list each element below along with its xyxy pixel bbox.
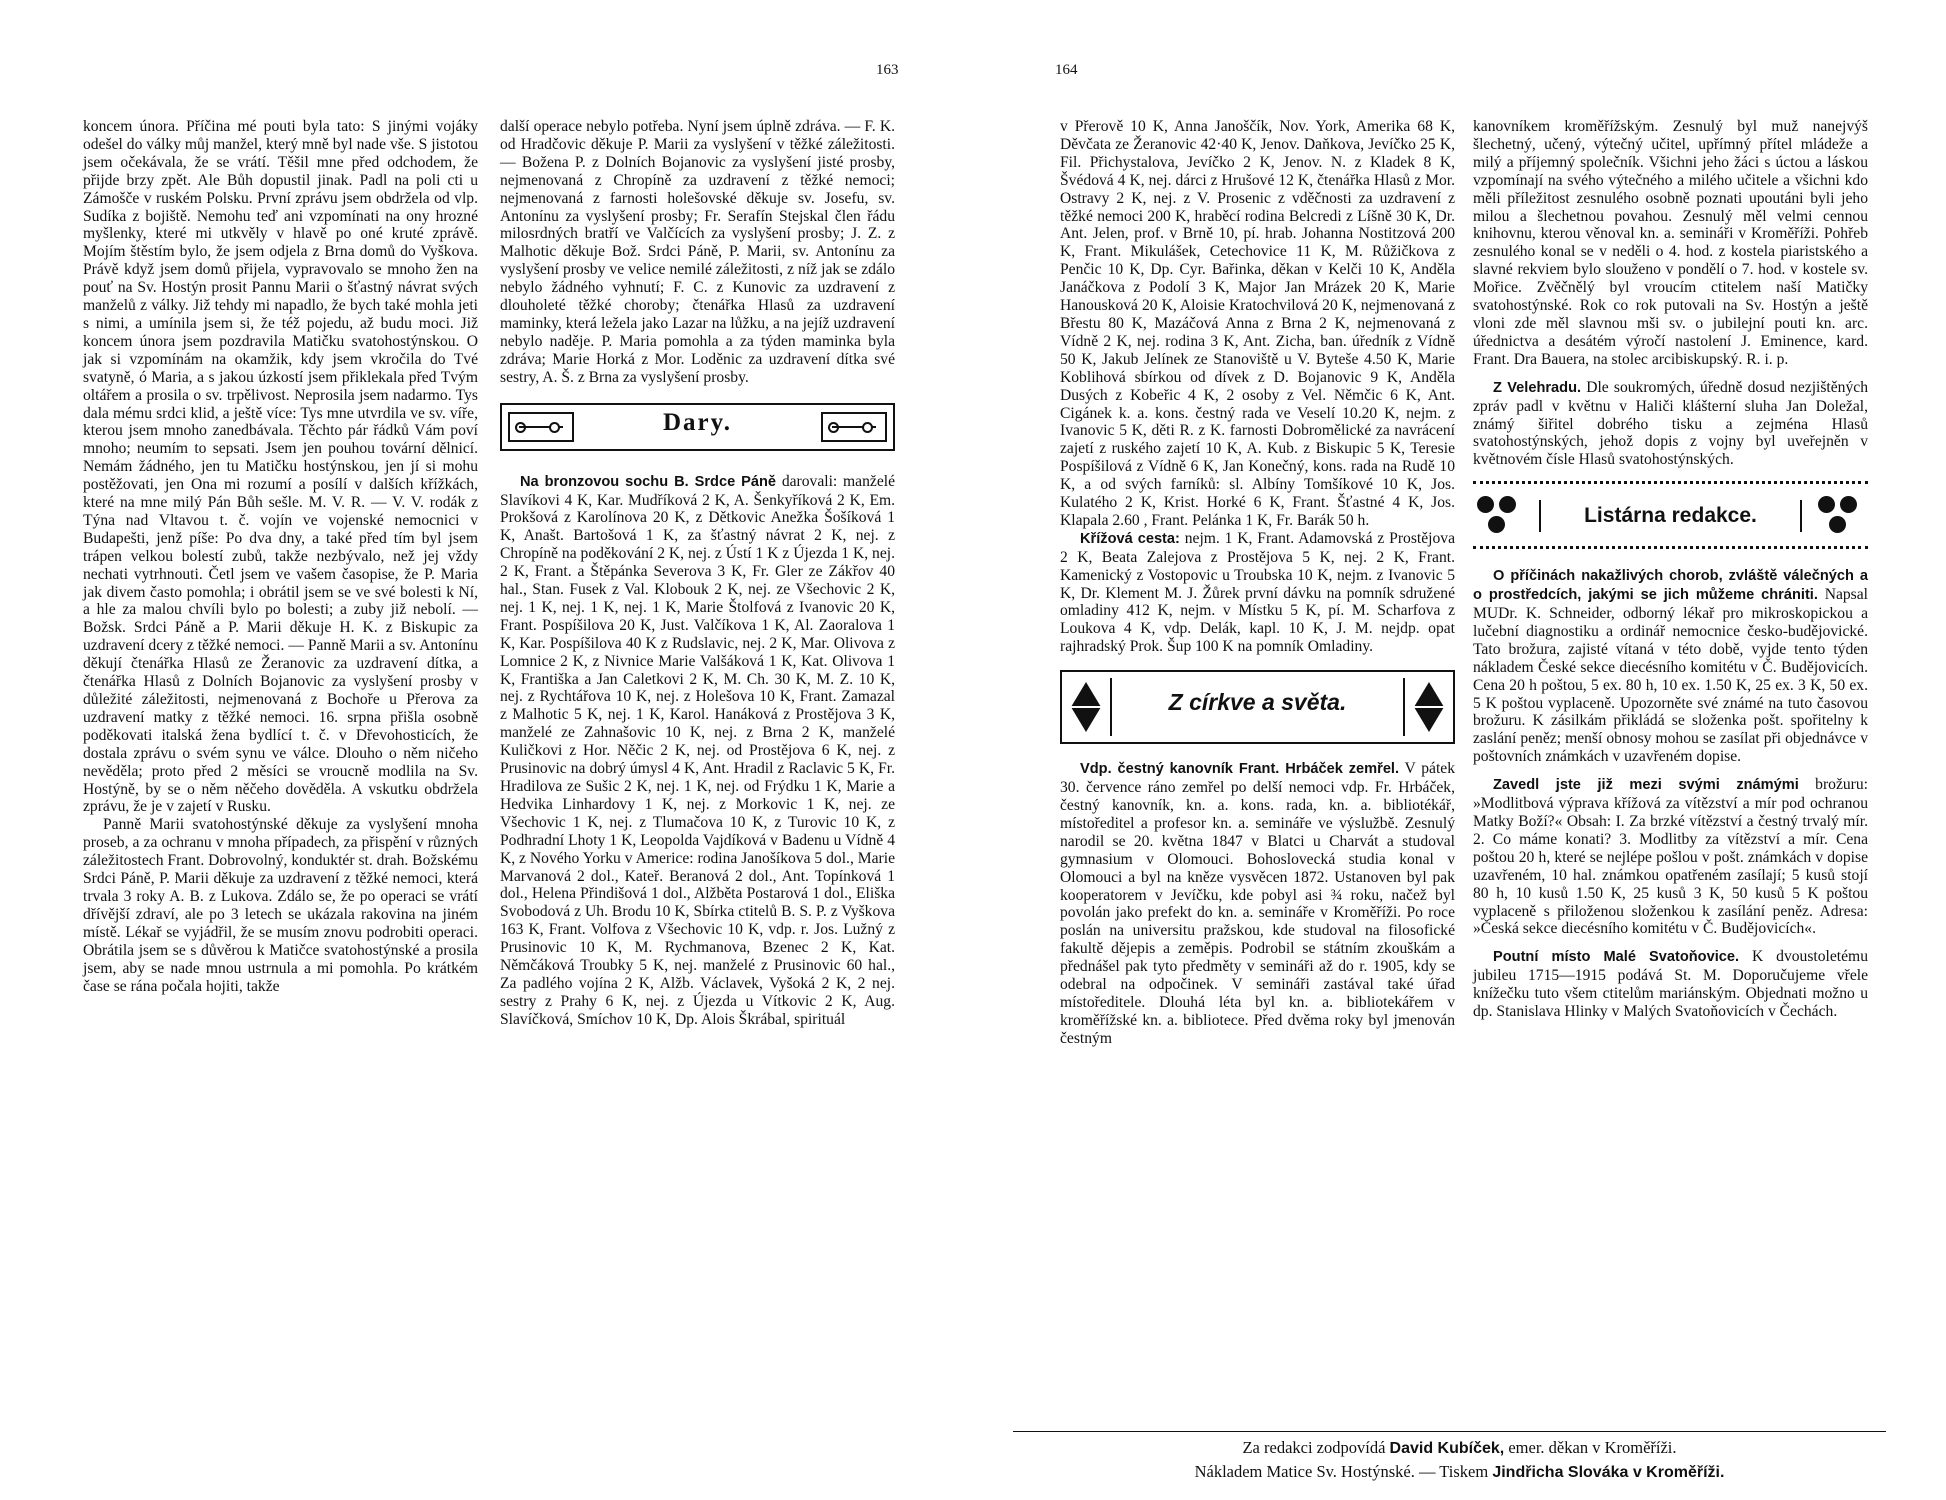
dots-ornament-icon (1818, 492, 1864, 538)
footer-line-1 (973, 1438, 1946, 1458)
footer-line-2 (973, 1462, 1946, 1482)
paragraph-text: Dle soukromých, úředně dosud nezjištěných zpráv padl v květnu v Haliči klášterní sluha Jan Doležal, známý šiřitel dobrého tisku a zejména Hlasů svatohostýnských, jehož dopis z vojny byl uveřejněn v květnovém čísle Hlasů svatohostýnských. (1473, 378, 1868, 469)
paragraph (1473, 948, 1868, 1021)
section-header-gifts (500, 403, 895, 451)
right-column-1 (1060, 118, 1455, 1048)
footer-text: Nákladem Matice Sv. Hostýnské. — Tiskem (1194, 1462, 1493, 1481)
paragraph-lead: Vdp. čestný kanovník Frant. Hrbáček zemřel. (1080, 761, 1400, 778)
footer-text: Za redakci zodpovídá (1242, 1438, 1390, 1457)
page-number-right: 164 (1055, 62, 1078, 78)
paragraph-text: Napsal MUDr. K. Schneider, odborný lékař pro mikroskopickou a lučební diagnostiku a ordinář nemocnice česko-budějovické. Tato brožura, zajisté vítaná v této době, vyjde tento týden nákladem České sekce diecésního komitétu v Č. Budějovicích. Cena 20 h poštou, 5 ex. 80 h, 10 ex. 1.50 K, 25 ex. 3 K, 50 ex. 5 K poštou vyplaceně. Upozorněte své známé na tuto časovou brožuru. K zásilkám přikládá se složenka pošt. spořitelny k zaslání peněz; menší obnosy mohou se zasílat při objednávce v poštovních známkách v uzavřeném dopise. (1473, 586, 1868, 766)
paragraph: kanovníkem kroměřížským. Zesnulý byl muž nanejvýš šlechetný, učený, výtečný učitel, upřímný přítel mládeže a milý a příjemný společník. Všichni jeho žáci s úctou a láskou vzpomínají na svého výtečného a milého učitele a všichni kdo měli příležitost zesnulého osobně poznati upoutáni byli jeho milou a šlechetnou povahou. Zesnulý měl velmi cennou knihovnu, kterou věnoval kn. a. semináři v Kroměříži. Pohřeb zesnulého konal se v neděli o 4. hod. z kostela piaristského a slavné rekviem bylo slouženo v pondělí o 7. hod. v kostele sv. Mořice. Zvěčnělý byl vroucím ctitelem naší Matičky svatohostýnské. Rok co rok putovali na Sv. Hostýn a ještě vloni zde měl slavnou mši sv. o jubilejní pouti kn. arc. úřednictva a desátém výročí nastolení J. Eminence, kard. Frant. Dra Bauera, na stolec arcibiskupský. R. i. p. (1473, 118, 1868, 368)
diamond-icon (1062, 678, 1112, 736)
paragraph-lead: Z Velehradu. (1493, 379, 1582, 396)
right-column-2 (1473, 118, 1868, 1021)
footer-divider (1013, 1431, 1886, 1432)
section-header-church (1060, 670, 1455, 744)
left-column-2 (500, 118, 895, 1029)
paragraph-text: V pátek 30. července ráno zemřel po delší nemoci vdp. Fr. Hrbáček, čestný kanovník, kn. a. kons. rada, kn. a. bibliotékář, místoředitel a profesor kn. a. semináře ve výslužbě. Zesnulý narodil se 20. května 1847 v Blatci u Charvát a studoval gymnasium v Olomouci. Bohoslovecká studia konal v Olomouci a byl na kněze vysvěcen 1872. Ustanoven byl pak kooperatorem v Jevíčku, kde pobyl asi ¾ roku, načež byl povolán jako prefekt do kn. a. semináře v Kroměříži. Po roce poslán na universitu pražskou, kde studoval na filosofické fakultě dějepis a zeměpis. Podrobil se státním zkouškám a přednášel pak tyto předměty v semináři až do r. 1905, kdy se odebral na odpočinek. V semináři zastával také úřad místoředitele. Dlouhá léta byl kn. a. bibliotekářem v kroměřížské kn. a. bibliotece. Před dvěma roky byl jmenován čestným (1060, 760, 1455, 1047)
paragraph-lead: O příčinách nakažlivých chorob, zvláště válečných a o prostředcích, jakými se jich můžeme chrániti. (1473, 568, 1868, 604)
paragraph-lead: Na bronzovou sochu B. Srdce Páně (520, 473, 777, 490)
editor-name: David Kubíček, (1389, 1440, 1505, 1457)
dots-ornament-icon (1477, 492, 1523, 538)
paragraph-text: K dvoustoletému jubileu 1715—1915 podává St. M. Doporučujeme vřele knížečku tuto všem ctitelům mariánským. Objednati možno u dp. Stanislava Hlinky v Malých Svatoňovicích v Čechách. (1473, 948, 1868, 1021)
paragraph-text: brožuru: »Modlitbová výprava křížová za vítězství a mír pod ochranou Matky Boží?« Obsah: I. Za brzké vítězství a čestný trvalý mír. 2. Co máme konati? 3. Modlitby za vítězství a mír. Cena poštou 20 h, které se nejlépe pošlou v pošt. známkách v dopise uzavřeném, 10 hal. známkou opatřeném zasílají; 5 kusů stojí 80 h, 10 kusů 1.50 K, 25 kusů 3 K, 50 kusů 5 K poštou vyplaceně s přiloženou složenkou k zasílání peněz. Adresa: »Česká sekce diecésního komitétu v Č. Budějovicích«. (1473, 776, 1868, 938)
paragraph: další operace nebylo potřeba. Nyní jsem úplně zdráva. — F. K. od Hradčovic děkuje P. Marii za vyslyšení v těžké záležitosti. — Božena P. z Dolních Bojanovic za vyslyšení jisté prosby, nejmenovaná z Chropíně za uzdravení z těžké nemoci; nejmenovaná z farnosti holešovské děkuje sv. Josefu, sv. Antonínu za vyslyšení prosby; Fr. Serafín Stejskal člen řádu milosrdných bratří ve Valčících za vyslyšení prosby; J. Z. z Malhotic děkuje Bož. Srdci Páně, P. Marii, sv. Antonínu za vyslyšení prosby ve velice nemilé záležitosti, z níž jak se zdálo nebylo žádného vyhnutí; F. C. z Kunovic za uzdravení z dlouholeté těžké choroby; čtenářka Hlasů za uzdravení maminky, která ležela jako Lazar na lůžku, a na jejíž uzdravení nebylo naděje. P. Maria pomohla a za týden maminka byla zdráva; Marie Horká z Mor. Loděnic za uzdravení dítka své sestry, A. Š. z Brna za vyslyšení prosby. (500, 118, 895, 386)
paragraph (500, 473, 895, 1029)
left-column-1 (83, 118, 478, 995)
paragraph-text: darovali: manželé Slavíkovi 4 K, Kar. Mudříková 2 K, A. Šenkyříková 2 K, Em. Prokšová z Karolínova 20 K, z Dětkovic Anežka Šošíková 1 K, Anašt. Bartošová 1 K, za šťastný návrat 2 K, nej. z Chropíně na poděkování 2 K, nej. z Ústí 1 K z Újezda 1 K, nej. 2 K, Frant. a Štěpánka Severova 3 K, Fr. Gler ze Zákřov 40 hal., Stan. Fusek z Val. Klobouk 2 K, nej. ze Všechovic 2 K, nej. 1 K, nej. 1 K, nej. 1 K, Marie Štolfová z Ivanovic 20 K, Frant. Pospíšilova 20 K, Just. Valčíkova 1 K, Al. Zaoralova 1 K, Kar. Pospíšilova 40 K z Rudslavic, nej. 2 K, Mar. Olivova z Lomnice 2 K, z Nivnice Marie Valšáková 1 K, Kat. Olivova 1 K, Františka a Jan Caletkovi 2 K, M. Ch. 30 K, M. Z. 10 K, nej. z Rychtářova 10 K, nej. z Holešova 10 K, Frant. Zamazal z Malhotic 5 K, nej. 1 K, Karol. Hanáková z Prostějova 3 K, manželé ze Zahnašovic 10 K, nej. z Brna 2 K, manželé Kuličkovi z Hor. Něčic 2 K, nej. od Prostějova 6 K, nej. z Prusinovic na dobrý úmysl 4 K, Ant. Hradil z Raclavic 5 K, Fr. Hradilova ze Sušic 2 K, nej. 1 K, nej. od Frýdku 1 K, Marie a Hedvika Linhardovy 1 K, nej. z Morkovic 1 K, nej. ze Všechovic 1 K, nej. z Tlumačova 10 K, z Turovic 10 K, z Podhradní Lhoty 1 K, Leopolda Vajdíková v Badenu u Vídně 4 K, z Nového Yorku v Americe: rodina Janošíkova 5 dol., Marie Marvanová 2 dol., Kateř. Beranová 2 dol., Ant. Topínková 1 dol., Helena Přindišová 1 dol., Alžběta Postarová 1 dol., Eliška Svobodová z Uh. Brodu 10 K, Sbírka ctitelů B. S. P. z Vyškova 163 K, Frant. Volfova z Všechovic 10 K, vdp. r. Jos. Lužný z Prusinovic 10 K, M. Rychmanova, Bzenec 2 K, Kat. Němčáková Troubky 5 K, nej. manželé z Prusinovic 60 hal., Za padlého vojína 2 K, Alžb. Václavek, Vyšoká 2 K, 2 nej. sestry z Prahy 6 K, nej. z Újezda u Vítkovic 2 K, Aug. Slavíčková, Smíchov 10 K, Dp. Alois Škrábal, spirituál (500, 472, 895, 1028)
paragraph: koncem února. Příčina mé pouti byla tato: S jinými vojáky odešel do války můj manžel, který mně byl nade vše. S jistotou jsem očekávala, že se vrátí. Těšil mne před odchodem, že přijde brzy zpět. Ale Bůh dopustil jinak. Padl na poli cti u Zámošče v ruském Polsku. První zprávu jsem obdržela od vlp. Sudíka z bojiště. Nemohu teď ani vzpomínati na ony hrozné myšlenky, které mi utkvěly v hlavě po oné kruté zprávě. Mojím štěstím bylo, že jsem odjela z Brna domů do Vyškova. Právě když jsem domů přijela, vypravovalo se mnoho žen na pouť na Sv. Hostýn prosit Pannu Marii o šťastný návrat svých manželů z války. Již tehdy mi napadlo, že bych také mohla jeti s nimi, a umínila jsem si, že též pojedu, až budu moci. Již koncem února jsem pozdravila Matičku svatohostýnskou. O jak si vzpomínám na okamžik, kdy jsem vkročila do Tvé svatyně, ó Maria, a s jakou úzkostí jsem přiklekala před Tvým oltářem a prosila o sv. trpělivost. Neprosila jsem nadarmo. Tys dala mému srdci klid, a ještě více: Tys mne utvrdila ve sv. víře, kterou jsem mnoho zanedbávala. Těchto pár řádků Vám poví mnoho; neumím to sepsati. Jsem jen pouhou tovární dělnicí. Nemám žádného, jen tu Matičku hostýnskou, jen jí si mohu postěžovati, jen Ona mi rozumí a posílí v dalších křížkách, které na mne milý Pán Bůh sešle. M. V. R. — V. V. rodák z Týna nad Vltavou t. č. vojín ve vojenské nemocnici v Budapešti, jenž píše: Po dva dny, a také před tím byl jsem trápen velkou bolestí zubů, takže nezbývalo, než jej vždy nechati vytrhnouti. Četl jsem ve vašem časopise, že P. Maria jak divem často pomohla; i obrátil jsem se ve své bolesti k Ní, a hle za malou chvíli bylo po bolesti; a zuby již nebolí. — Božsk. Srdci Páně a P. Marii děkuje H. K. z Biskupic za uzdravení dcery z těžké nemoci. — Panně Marii a sv. Antonínu děkují čtenářka Hlasů ze Žeranovic za uzdravení dítka, a čtenářka Hlasů z Dolních Bojanovic za vyslyšení prosby v důležité záležitosti, nejmenovaná z Bochoře u Přerova za uzdravení matky z těžké nemoci. 16. srpna přišla osobně poděkovati italská žena bydlící t. č. v Dřevohosticích, že dostala zprávu o svém synu ve válce. Dlouho o něm ničeho nevěděla; proto před 2 měsíci se vroucně modlila na Sv. Hostýně, by se o něm něčeho dověděla. A vskutku obdržela zprávu, že je v zajetí v Rusku. (83, 118, 478, 816)
paragraph-text: nejm. 1 K, Frant. Adamovská z Prostějova 2 K, Beata Zalejova z Prostějova 5 K, nej. 2 K, Frant. Kamenický z Vostopovic u Troubska 10 K, nejm. z Ivanovic 5 K, Dr. Klement M. J. Žůrek první dávku na pomník sdružené omladiny 412 K, nejm. v Místku 5 K, pí. M. Scharfova z Loukova 4 K, vdp. Delák, kapl. 10 K, J. M. nejdp. opat rajhradský Prok. Šup 100 K na pomník Omladiny. (1060, 529, 1455, 656)
section-title: Listárna redakce. (1539, 500, 1802, 532)
page-number-left: 163 (876, 62, 899, 78)
paragraph (1060, 530, 1455, 656)
paragraph (1473, 776, 1868, 938)
paragraph (1473, 379, 1868, 470)
paragraph (1060, 760, 1455, 1048)
printer-name: Jindřicha Slováka v Kroměříži. (1492, 1464, 1725, 1481)
paragraph (1473, 567, 1868, 766)
paragraph-lead: Poutní místo Malé Svatoňovice. (1493, 949, 1740, 966)
paragraph: Panně Marii svatohostýnské děkuje za vyslyšení mnoha proseb, a za ochranu v mnoha případech, za přispění v různých záležitostech Frant. Dobrovolný, konduktér st. drah. Božskému Srdci Páně, P. Marii děkuje za uzdravení z těžké nemoci, která trvala 3 roky A. B. z Lukova. Zdálo se, že po operaci se vrátí dřívější zdraví, ale po 3 letech se ukázala rakovina na jiném místě. Lékař se vyjádřil, že se musím znovu podrobiti operaci. Obrátila jsem se s důvěrou k Matičce svatohostýnské a prosila jsem, aby se nade mnou ustrnula a mi pomohla. Po krátkém čase se rána počala hojiti, takže (83, 816, 478, 995)
paragraph: v Přerově 10 K, Anna Janoščík, Nov. York, Amerika 68 K, Děvčata ze Žeranovic 42·40 K, Jenov. Daňkova, Jevíčko 25 K, Fil. Přichystalova, Jevíčko 2 K, Jenov. N. z Kladek 8 K, Švédová 4 K, nej. dárci z Hrušové 12 K, čtenářka Hlasů z Mor. Ostravy 2 K, nej. z V. Prosenic z vděčnosti za uzdravení z těžké nemoci 200 K, hraběcí rodina Belcredi z Líšně 30 K, Dr. Ant. Jelen, prof. v Brně 10, pí. hrab. Johanna Nostitzová 200 K, Frant. Mikulášek, Cetechovice 11 K, M. Růžičkova z Penčic 10 K, Dp. Cyr. Bařinka, děkan v Kelči 10 K, Anděla Janáčkova z Podolí 3 K, Major Jan Mrázek 20 K, Marie Hanousková 20 K, Aloisie Kratochvilová 20 K, nejmenovaná z Břestu 80 K, Mazáčová Anna z Brna 2 K, nejmenovaná z Vídně 2 K, nej. rodina 3 K, Ant. Zicha, ban. úředník z Vídně 50 K, Jakub Jelínek ze Stanoviště u V. Byteše 4.50 K, Marie Koblihová sbírkou od dívek z D. Bojanovic 9 K, Anděla Dusých z Kobeřic 4 K, 2 osoby z Vel. Němčic 6 K, Ant. Cigánek k. a. kons. čestný rada ve Veselí 10.20 K, nejm. z Ivanovic 5 K, děti R. z K. farnosti Dobromělické za navrácení zajetí z ruského zajetí 10 K, A. Kub. z Biskupic 5 K, Teresie Pospíšilová z Vídně 6 K, Jan Konečný, kons. rada na Rudě 10 K, a od svých farníků: sl. Albíny Tomšíkové 10 K, Jos. Kulatého 2 K, Krist. Horké 6 K, Frant. Šťastné 4 K, Jos. Klapala 2.60 , Frant. Pelánka 1 K, Fr. Barák 50 h. (1060, 118, 1455, 529)
ornament-icon (821, 412, 887, 442)
paragraph-lead: Křížová cesta: (1080, 530, 1180, 547)
right-page (973, 0, 1946, 1500)
section-title: Z církve a světa. (1168, 689, 1347, 716)
paragraph-lead: Zavedl jste již mezi svými známými (1493, 777, 1799, 794)
section-header-letters (1473, 481, 1868, 549)
section-title: Dary. (662, 408, 733, 436)
diamond-icon (1403, 678, 1453, 736)
footer-text: emer. děkan v Kroměříži. (1504, 1438, 1677, 1457)
